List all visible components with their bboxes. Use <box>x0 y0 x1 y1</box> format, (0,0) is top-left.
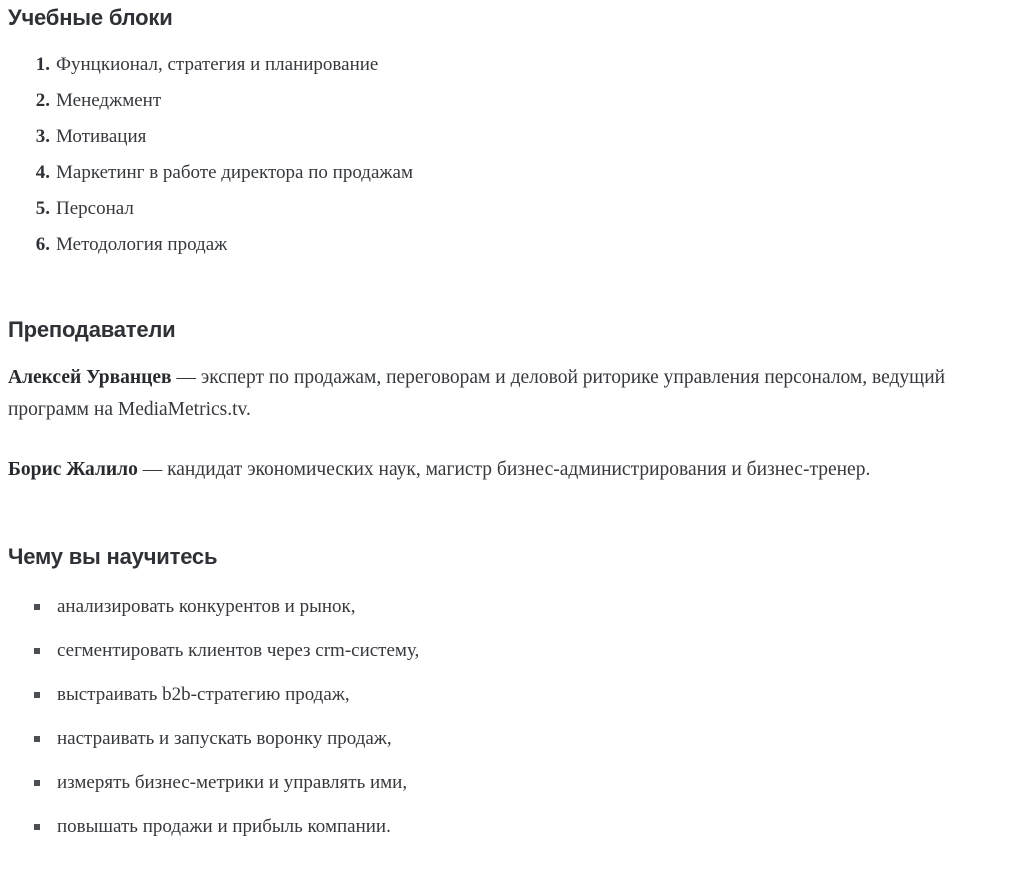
square-bullet-icon <box>34 692 40 698</box>
list-item-label: Менеджмент <box>56 90 162 111</box>
square-bullet-icon <box>34 824 40 830</box>
list-item <box>8 191 1022 227</box>
heading-teachers: Преподаватели <box>8 317 176 342</box>
heading-what-you-will-learn: Чему вы научитесь <box>8 544 218 569</box>
list-item <box>8 47 1022 83</box>
list-item-label: Фунцкионал, стратегия и планирование <box>56 54 379 75</box>
teacher-description: кандидат экономических наук, магистр бизнес-администрирования и бизнес-тренер. <box>167 459 871 480</box>
list-item-label: анализировать конкурентов и рынок, <box>57 596 356 617</box>
teacher-name: Алексей Урванцев <box>8 367 172 388</box>
list-item <box>8 155 1022 191</box>
list-item-label: измерять бизнес-метрики и управлять ими, <box>57 772 408 793</box>
list-marker: 4. <box>35 162 50 183</box>
teacher-description: эксперт по продажам, переговорам и деловой риторике управления персоналом, ведущий программ на MediaMetrics.tv. <box>8 367 946 420</box>
square-bullet-icon <box>34 648 40 654</box>
teacher-name: Борис Жалило <box>8 459 138 480</box>
list-marker: 3. <box>35 126 50 147</box>
list-item-label: выстраивать b2b-стратегию продаж, <box>57 684 350 705</box>
list-item-label: Мотивация <box>56 126 147 147</box>
list-item-label: Персонал <box>56 198 134 219</box>
list-item <box>8 673 1022 717</box>
list-item-label: Маркетинг в работе директора по продажам <box>56 162 413 183</box>
list-item-label: повышать продажи и прибыль компании. <box>57 816 391 837</box>
list-marker: 2. <box>35 90 50 111</box>
learning-outcomes-list <box>8 571 1022 849</box>
teacher-separator: — <box>171 367 201 388</box>
square-bullet-icon <box>34 604 40 610</box>
teacher-entry <box>8 344 1020 426</box>
list-item <box>8 83 1022 119</box>
study-blocks-list <box>8 32 1022 263</box>
list-item <box>8 119 1022 155</box>
list-item-label: настраивать и запускать воронку продаж, <box>57 728 392 749</box>
heading-study-blocks: Учебные блоки <box>8 5 173 30</box>
list-item <box>8 227 1022 263</box>
list-item-label: сегментировать клиентов через crm-систему, <box>57 640 420 661</box>
square-bullet-icon <box>34 780 40 786</box>
list-marker: 6. <box>35 234 50 255</box>
list-item <box>8 629 1022 673</box>
teacher-separator: — <box>137 459 168 480</box>
list-item <box>8 805 1022 849</box>
list-item <box>8 761 1022 805</box>
square-bullet-icon <box>34 736 40 742</box>
teacher-entry <box>8 426 1020 486</box>
list-item-label: Методология продаж <box>56 234 228 255</box>
list-item <box>8 717 1022 761</box>
list-marker: 1. <box>35 54 50 75</box>
list-marker: 5. <box>35 198 50 219</box>
list-item <box>8 585 1022 629</box>
